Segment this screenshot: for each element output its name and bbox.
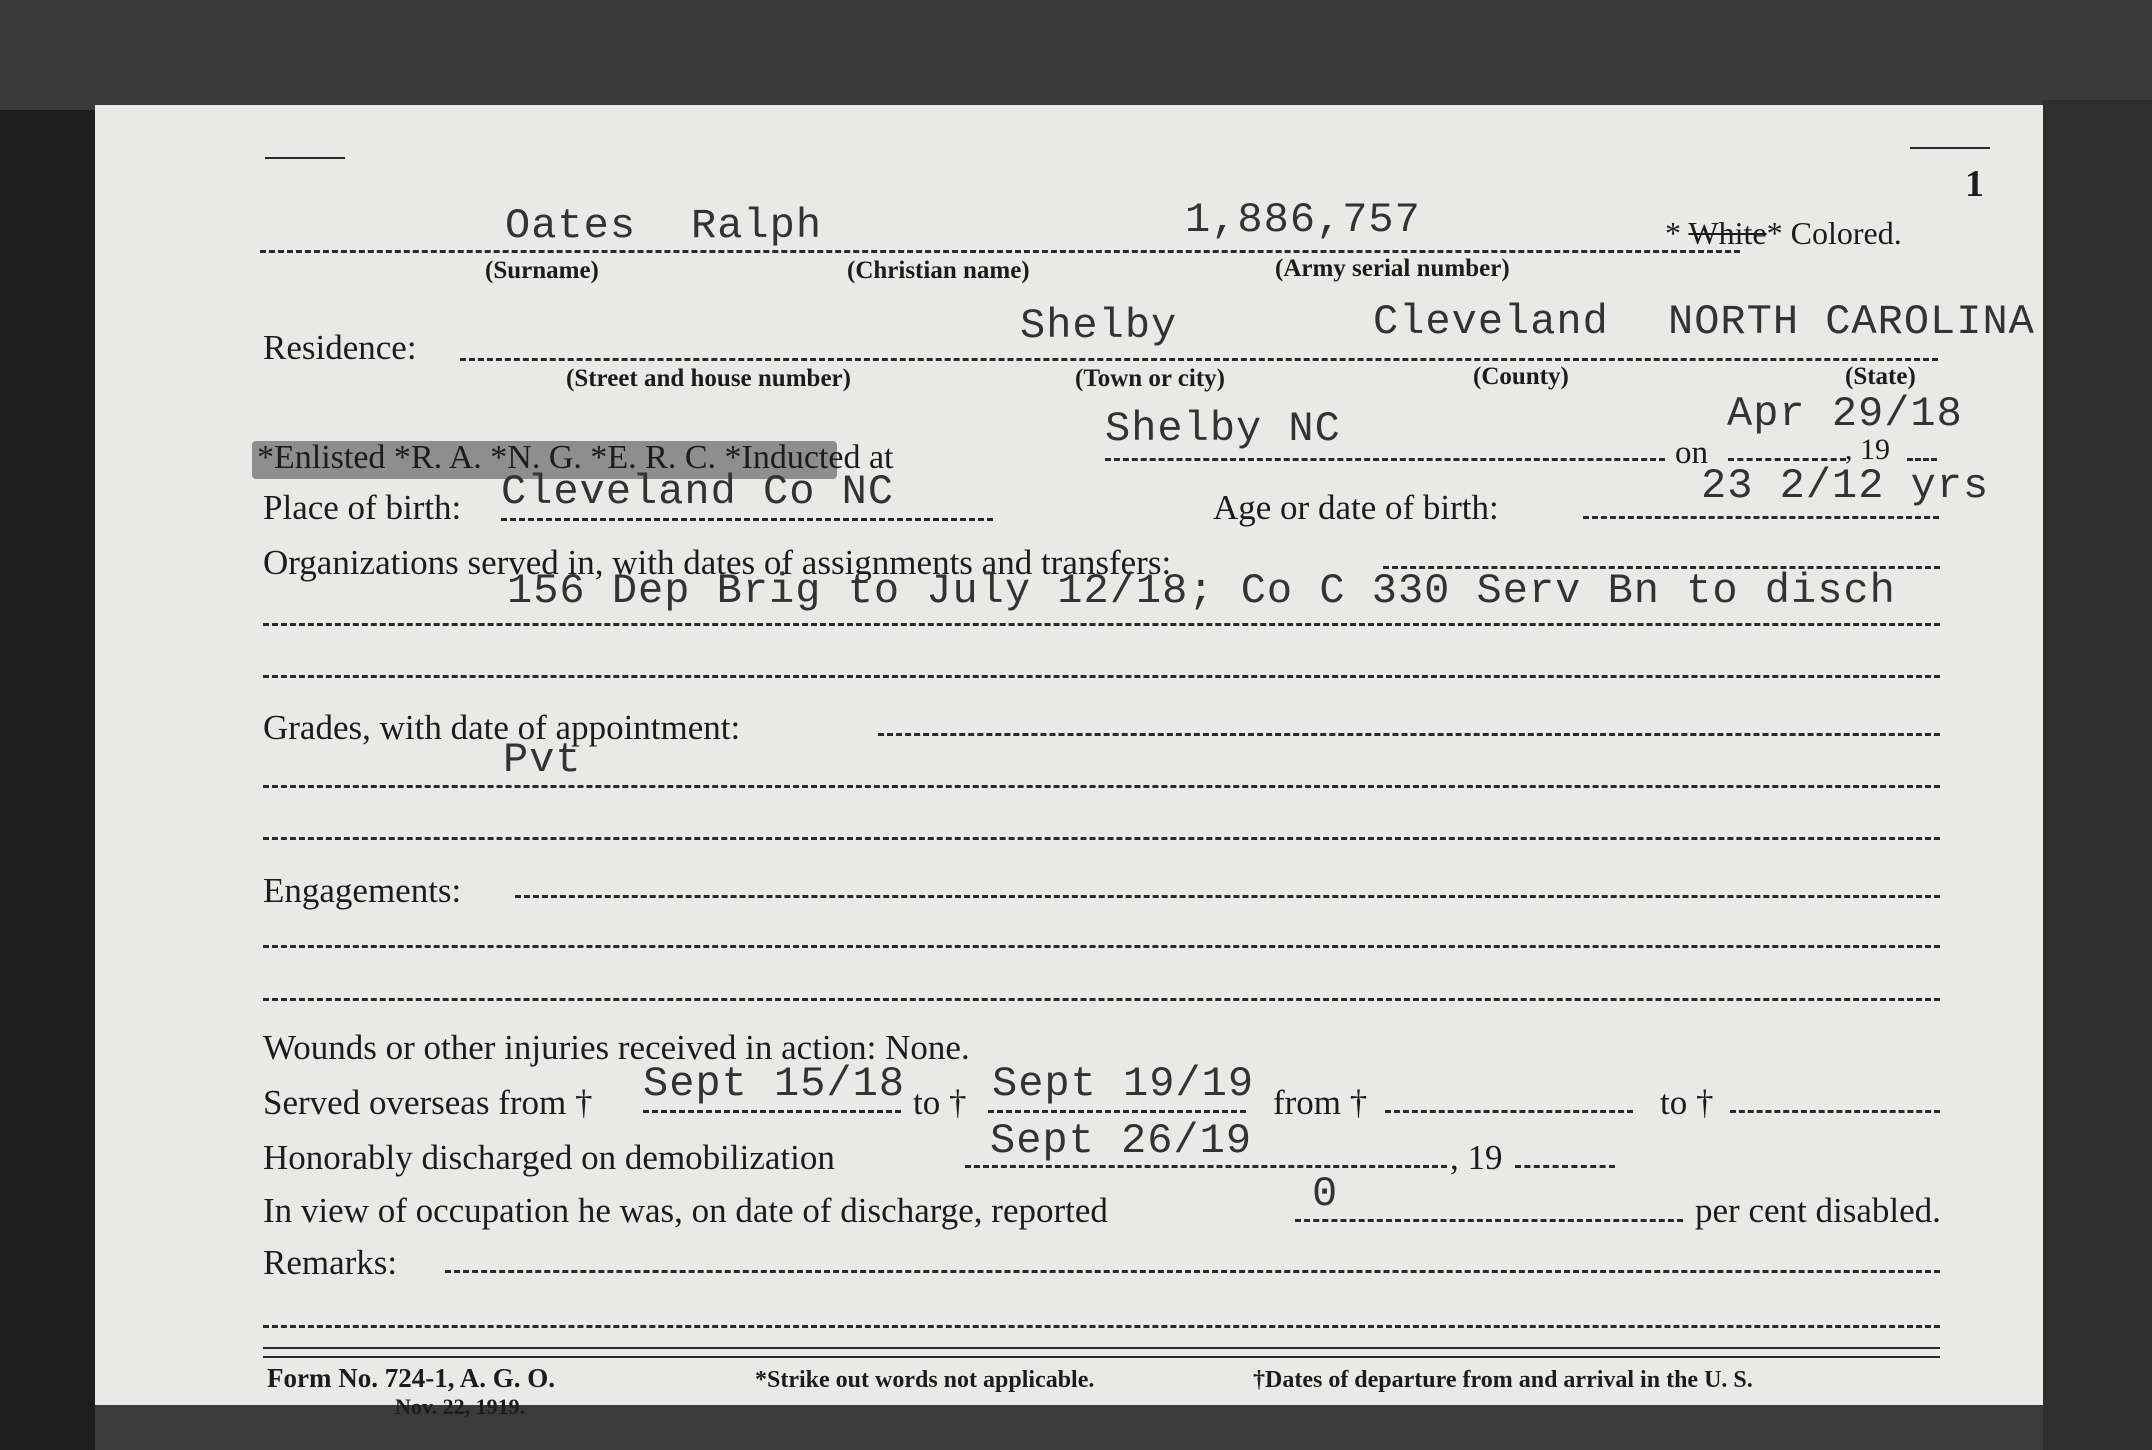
- serial-number-value: 1,886,757: [1185, 196, 1421, 244]
- strike-note: *Strike out words not applicable.: [755, 1367, 1095, 1393]
- christian-name-caption: (Christian name): [847, 257, 1030, 284]
- serial-number-caption: (Army serial number): [1275, 255, 1510, 282]
- race-white: White: [1688, 215, 1767, 251]
- engagements-line-3: [263, 998, 1940, 1001]
- background-right: [2043, 100, 2152, 1450]
- age-value: 23 2/12 yrs: [1701, 462, 1990, 510]
- organizations-line-2: [263, 623, 1940, 626]
- town-caption: (Town or city): [1075, 365, 1225, 392]
- organizations-label: Organizations served in, with dates of assignments and transfers:: [263, 543, 1172, 582]
- grades-value: Pvt: [503, 736, 582, 784]
- christian-name-value: Ralph: [691, 202, 823, 250]
- inducted-year: , 19: [1845, 433, 1890, 466]
- bottom-rule-1: [263, 1347, 1940, 1349]
- discharged-year-line: [1515, 1165, 1615, 1168]
- top-left-rule: [265, 157, 345, 159]
- service-record-card: [95, 105, 2043, 1419]
- place-of-birth-line: [501, 518, 993, 521]
- overseas-from2-label: from †: [1273, 1083, 1368, 1122]
- discharged-label: Honorably discharged on demobilization: [263, 1138, 835, 1177]
- residence-town-value: Shelby: [1020, 302, 1178, 350]
- inducted-at-line: [1105, 458, 1665, 461]
- residence-state-value: NORTH CAROLINA: [1668, 298, 2035, 346]
- wounds-label: Wounds or other injuries received in action: None.: [263, 1028, 970, 1067]
- age-label: Age or date of birth:: [1213, 488, 1499, 527]
- inducted-on-value: Apr 29/18: [1727, 390, 1963, 438]
- remarks-label: Remarks:: [263, 1243, 398, 1282]
- card-number: 1: [1965, 163, 1984, 205]
- residence-county-value: Cleveland: [1373, 298, 1609, 346]
- overseas-to-line: [988, 1110, 1246, 1113]
- overseas-to-label: to †: [913, 1083, 967, 1122]
- background-left: [0, 0, 95, 1450]
- grades-line-1: [878, 733, 1940, 736]
- residence-label: Residence:: [263, 328, 417, 367]
- background-bottom: [95, 1405, 2043, 1450]
- per-cent-label: per cent disabled.: [1695, 1191, 1941, 1230]
- inducted-at-value: Shelby NC: [1105, 405, 1341, 453]
- enlistment-label: *Enlisted *R. A. *N. G. *E. R. C. *Inducted at: [257, 439, 894, 476]
- overseas-to2-line: [1730, 1110, 1940, 1113]
- residence-line: [460, 358, 1938, 361]
- race-prefix: *: [1665, 215, 1689, 251]
- engagements-line-2: [263, 945, 1940, 948]
- overseas-from-value: Sept 15/18: [643, 1060, 906, 1108]
- disabled-percent-line: [1295, 1219, 1683, 1222]
- place-of-birth-label: Place of birth:: [263, 488, 462, 527]
- top-right-rule: [1910, 147, 1990, 149]
- name-line: [260, 250, 1740, 253]
- overseas-to2-label: to †: [1660, 1083, 1714, 1122]
- grades-label: Grades, with date of appointment:: [263, 708, 741, 747]
- organizations-line-3: [263, 675, 1940, 678]
- race-colored: * Colored.: [1766, 215, 1902, 251]
- street-caption: (Street and house number): [566, 365, 851, 392]
- place-of-birth-value: Cleveland Co NC: [501, 468, 895, 516]
- remarks-line-1: [445, 1270, 1940, 1273]
- remarks-line-2: [263, 1325, 1940, 1328]
- surname-value: Oates: [505, 202, 637, 250]
- form-date: Nov. 22, 1919.: [395, 1394, 526, 1419]
- bottom-rule-2: [263, 1356, 1940, 1358]
- overseas-from-line: [643, 1110, 901, 1113]
- occupation-label: In view of occupation he was, on date of discharge, reported: [263, 1191, 1108, 1230]
- on-label: on: [1675, 435, 1708, 471]
- age-line: [1583, 516, 1939, 519]
- grades-line-2: [263, 785, 1940, 788]
- discharged-value: Sept 26/19: [990, 1117, 1253, 1165]
- overseas-from-label: Served overseas from †: [263, 1083, 593, 1122]
- discharged-year: , 19: [1450, 1138, 1503, 1177]
- overseas-to-value: Sept 19/19: [992, 1060, 1255, 1108]
- disabled-percent-value: 0: [1312, 1170, 1339, 1218]
- discharged-line: [965, 1165, 1447, 1168]
- county-caption: (County): [1473, 363, 1569, 390]
- engagements-line-1: [515, 895, 1940, 898]
- organizations-value: 156 Dep Brig to July 12/18; Co C 330 Serv Bn to disch: [507, 567, 1896, 615]
- inducted-on-line: [1728, 458, 1846, 461]
- grades-line-3: [263, 837, 1940, 840]
- form-number: Form No. 724-1, A. G. O.: [267, 1363, 555, 1393]
- dates-note: †Dates of departure from and arrival in the U. S.: [1253, 1367, 1753, 1393]
- engagements-label: Engagements:: [263, 871, 462, 910]
- race-options: [1665, 217, 1902, 249]
- background-top: [0, 0, 2152, 110]
- state-caption: (State): [1845, 363, 1916, 390]
- surname-caption: (Surname): [485, 257, 599, 284]
- year-line: [1907, 458, 1937, 461]
- overseas-from2-line: [1385, 1110, 1633, 1113]
